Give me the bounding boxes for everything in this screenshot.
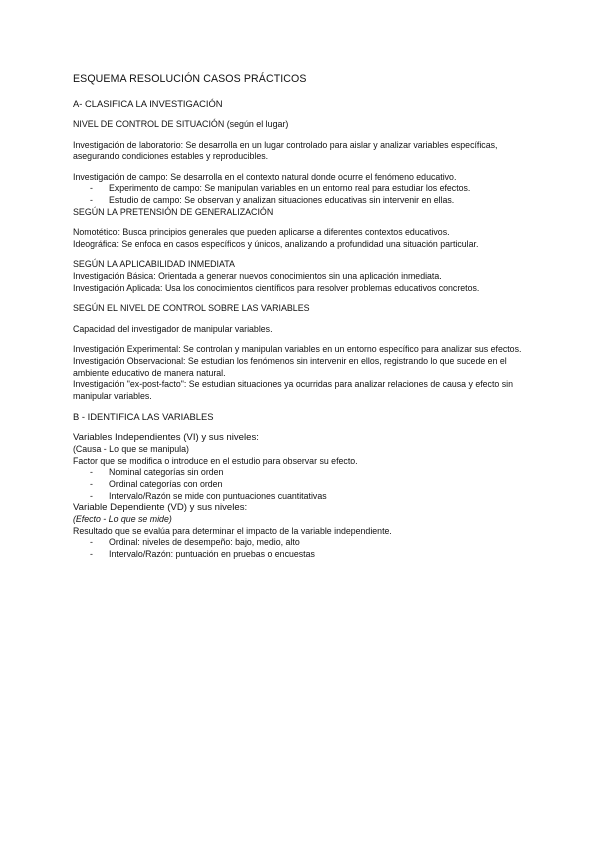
independent-variables-heading: Variables Independientes (VI) y sus niveles: bbox=[73, 432, 259, 444]
field-research-text: Investigación de campo: Se desarrolla en el contexto natural donde ocurre el fenómeno educativo. bbox=[73, 171, 457, 182]
independent-variables-subtitle: (Causa - Lo que se manipula) bbox=[73, 444, 189, 455]
dependent-variable-subtitle: (Efecto - Lo que se mide) bbox=[73, 514, 172, 525]
applied-research-text: Investigación Aplicada: Usa los conocimientos científicos para resolver problemas educativos concretos. bbox=[73, 282, 480, 293]
observational-research-text: Investigación Observacional: Se estudian los fenómenos sin intervenir en ellos, registrando lo que sucede en el ambiente educativo de manera natural. bbox=[73, 355, 507, 378]
document-page bbox=[73, 72, 533, 561]
list-item: - Ordinal: niveles de desempeño: bajo, medio, alto bbox=[90, 537, 300, 548]
dash-bullet: - bbox=[90, 549, 93, 560]
ex-post-facto-text: Investigación "ex-post-facto": Se estudian situaciones ya ocurridas para analizar relaciones de causa y efecto sin manipular variables. bbox=[73, 379, 513, 401]
dash-bullet: - bbox=[90, 479, 93, 490]
dependent-variable-description: Resultado que se evalúa para determinar el impacto de la variable independiente. bbox=[73, 525, 392, 536]
list-item: - Estudio de campo: Se observan y analizan situaciones educativas sin intervenir en ellas. bbox=[90, 194, 455, 205]
idiographic-text: Ideográfica: Se enfoca en casos específicos y únicos, analizando a profundidad una situación particular. bbox=[73, 238, 479, 249]
list-item: - Experimento de campo: Se manipulan variables en un entorno real para estudiar los efectos. bbox=[90, 183, 471, 194]
section-a-heading: A- CLASIFICA LA INVESTIGACIÓN bbox=[73, 98, 223, 109]
dependent-variable-list bbox=[73, 537, 533, 560]
dash-bullet: - bbox=[90, 183, 93, 194]
field-research-list bbox=[73, 183, 533, 206]
nomothetic-text: Nomotético: Busca principios generales que pueden aplicarse a diferentes contextos educativos. bbox=[73, 227, 450, 238]
dash-bullet: - bbox=[90, 467, 93, 478]
independent-variables-list bbox=[73, 467, 533, 502]
dash-bullet: - bbox=[90, 490, 93, 501]
applicability-heading: SEGÚN LA APLICABILIDAD INMEDIATA bbox=[73, 259, 235, 270]
variables-control-heading: SEGÚN EL NIVEL DE CONTROL SOBRE LAS VARIABLES bbox=[73, 303, 310, 314]
basic-research-text: Investigación Básica: Orientada a generar nuevos conocimientos sin una aplicación inmediata. bbox=[73, 270, 442, 281]
lab-research-text: Investigación de laboratorio: Se desarrolla en un lugar controlado para aislar y analizar variables específicas, asegurando condiciones estables y reproducibles. bbox=[73, 139, 498, 162]
dash-bullet: - bbox=[90, 194, 93, 205]
list-item: - Ordinal categorías con orden bbox=[90, 479, 223, 490]
experimental-research-text: Investigación Experimental: Se controlan y manipulan variables en un entorno específico para analizar sus efectos. bbox=[73, 344, 522, 355]
dependent-variable-heading: Variable Dependiente (VD) y sus niveles: bbox=[73, 502, 248, 514]
list-item: - Nominal categorías sin orden bbox=[90, 467, 224, 478]
list-item: - Intervalo/Razón se mide con puntuaciones cuantitativas bbox=[90, 490, 327, 501]
variables-control-intro: Capacidad del investigador de manipular variables. bbox=[73, 323, 273, 334]
control-level-heading: NIVEL DE CONTROL DE SITUACIÓN (según el lugar) bbox=[73, 119, 289, 129]
document-title: ESQUEMA RESOLUCIÓN CASOS PRÁCTICOS bbox=[73, 73, 307, 85]
list-item: - Intervalo/Razón: puntuación en pruebas o encuestas bbox=[90, 549, 315, 560]
dash-bullet: - bbox=[90, 537, 93, 548]
independent-variables-description: Factor que se modifica o introduce en el estudio para observar su efecto. bbox=[73, 455, 358, 466]
section-b-heading: B - IDENTIFICA LAS VARIABLES bbox=[73, 411, 214, 423]
generalization-heading: SEGÚN LA PRETENSIÓN DE GENERALIZACIÓN bbox=[73, 206, 274, 217]
